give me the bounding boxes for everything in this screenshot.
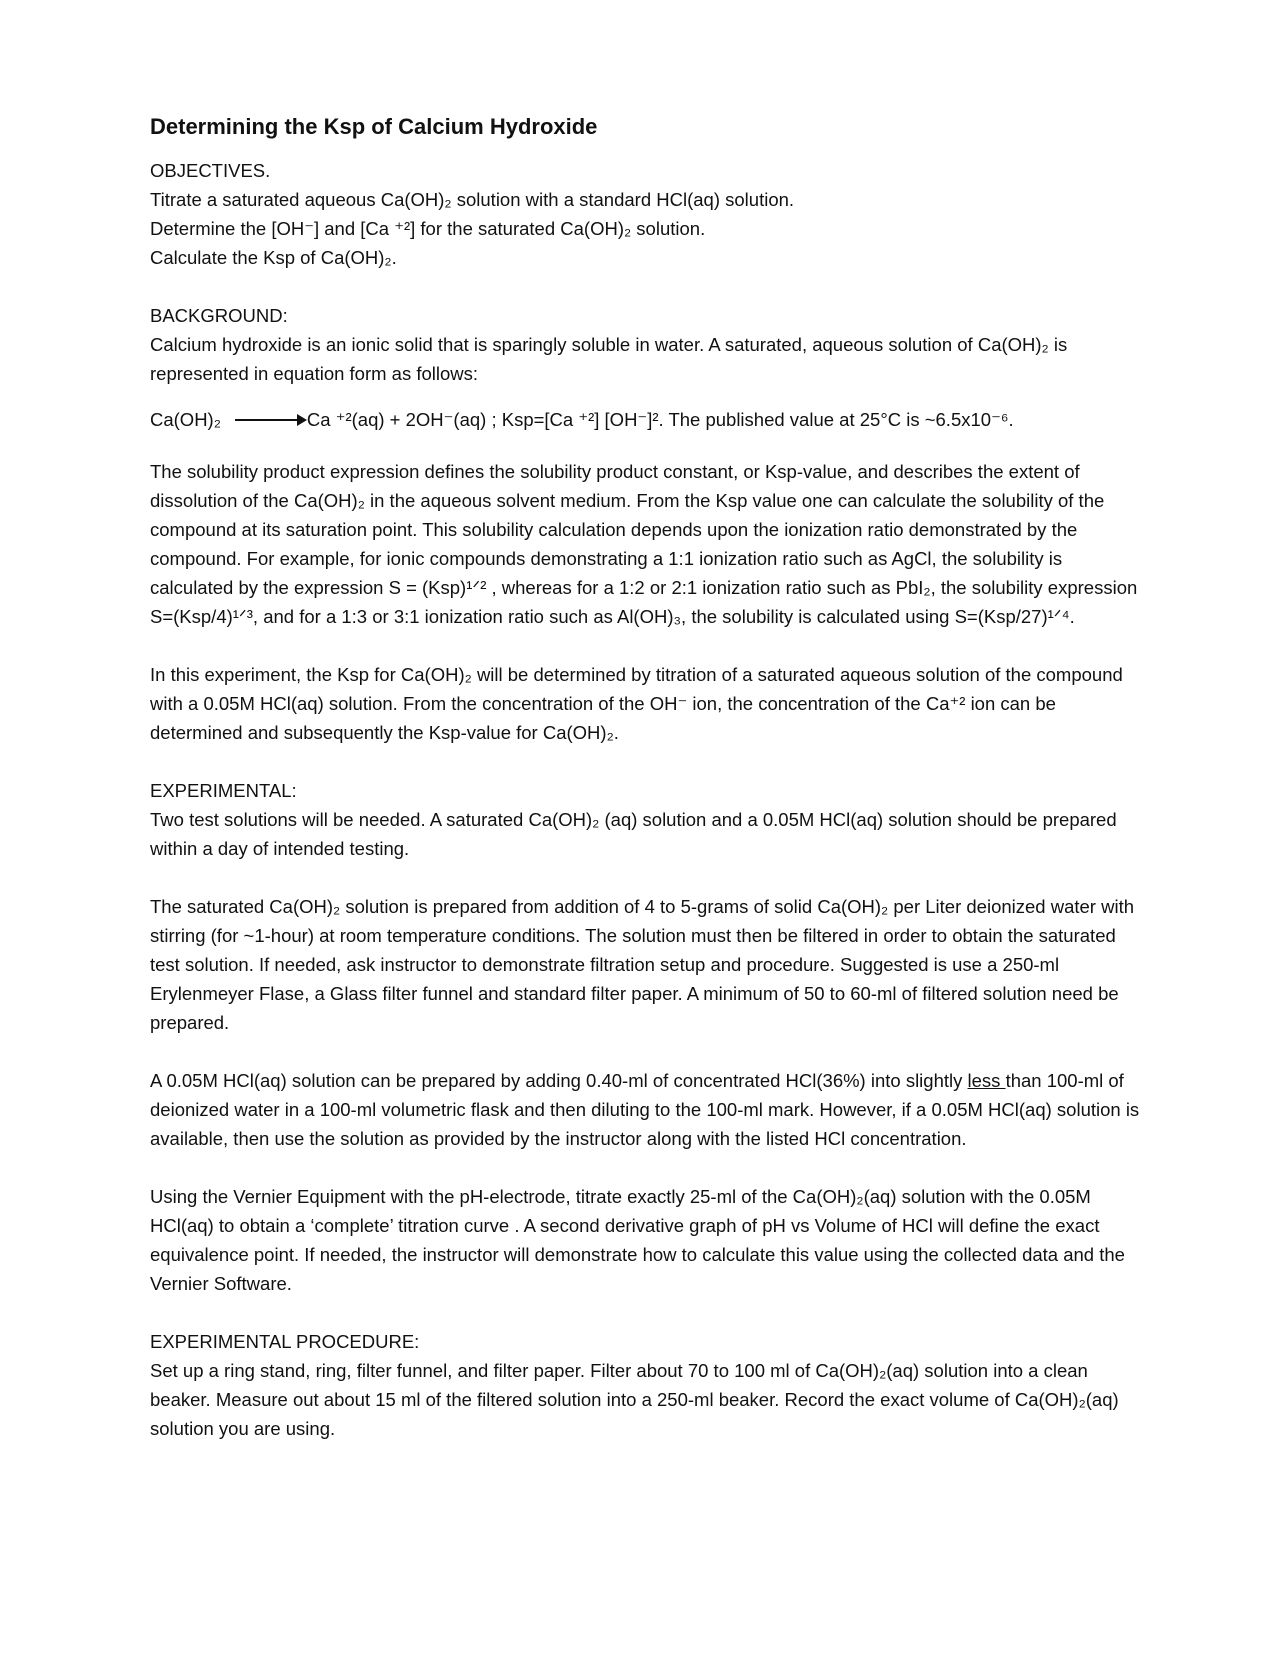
experiment-overview-paragraph: In this experiment, the Ksp for Ca(OH)₂ will be determined by titration of a saturated aqueous solution of the compound with a 0.05M HCl(aq) solution. From the concentration of the OH⁻ ion, the concentration of the Ca⁺² ion can be determined and subsequently the Ksp-value for Ca(OH)₂. <box>150 664 1123 743</box>
background-intro: Calcium hydroxide is an ionic solid that is sparingly soluble in water. A saturated, aqueous solution of Ca(OH)₂ is represented in equation form as follows: <box>150 334 1068 384</box>
hcl-text-start: A 0.05M HCl(aq) solution can be prepared by adding 0.40-ml of concentrated HCl(36%) into slightly <box>150 1070 968 1091</box>
procedure-heading: EXPERIMENTAL PROCEDURE: <box>150 1331 420 1352</box>
objectives-heading: OBJECTIVES. <box>150 160 271 181</box>
document-page <box>150 112 1150 1443</box>
solubility-paragraph: The solubility product expression defines the solubility product constant, or Ksp-value, and describes the extent of dissolution of the Ca(OH)₂ in the aqueous solvent medium. From the Ksp value one can calculate the solubility of the compound at its saturation point. This solubility calculation depends upon the ionization ratio demonstrated by the compound. For example, for ionic compounds demonstrating a 1:1 ionization ratio such as AgCl, the solubility is calculated by the expression S = (Ksp)¹ᐟ² , whereas for a 1:2 or 2:1 ionization ratio such as PbI₂, the solubility expression S=(Ksp/4)¹ᐟ³, and for a 1:3 or 3:1 ionization ratio such as Al(OH)₃, the solubility is calculated using S=(Ksp/27)¹ᐟ⁴. <box>150 461 1138 627</box>
objective-1: Titrate a saturated aqueous Ca(OH)₂ solution with a standard HCl(aq) solution. <box>150 189 795 210</box>
hcl-preparation-paragraph <box>150 1066 1150 1153</box>
objective-3: Calculate the Ksp of Ca(OH)₂. <box>150 247 397 268</box>
equation-reactant: Ca(OH)₂ <box>150 409 221 430</box>
saturated-solution-paragraph: The saturated Ca(OH)₂ solution is prepared from addition of 4 to 5-grams of solid Ca(OH)₂ per Liter deionized water with stirring (for ~1-hour) at room temperature conditions. The solution must then be filtered in order to obtain the saturated test solution. If needed, ask instructor to demonstrate filtration setup and procedure. Suggested is use a 250-ml Erylenmeyer Flase, a Glass filter funnel and standard filter paper. A minimum of 50 to 60-ml of filtered solution need be prepared. <box>150 896 1134 1033</box>
test-solutions-paragraph: Two test solutions will be needed. A saturated Ca(OH)₂ (aq) solution and a 0.05M HCl(aq) solution should be prepared within a day of intended testing. <box>150 809 1117 859</box>
vernier-titration-paragraph: Using the Vernier Equipment with the pH-electrode, titrate exactly 25-ml of the Ca(OH)₂(aq) solution with the 0.05M HCl(aq) to obtain a ‘complete’ titration curve . A second derivative graph of pH vs Volume of HCl will define the exact equivalence point. If needed, the instructor will demonstrate how to calculate this value using the collected data and the Vernier Software. <box>150 1186 1125 1294</box>
background-heading: BACKGROUND: <box>150 305 288 326</box>
reaction-arrow-icon <box>235 405 307 434</box>
document-title: Determining the Ksp of Calcium Hydroxide <box>150 114 598 139</box>
experimental-heading: EXPERIMENTAL: <box>150 780 297 801</box>
hcl-text-end: than 100-ml of deionized water in a 100-ml volumetric flask and then diluting to the 100-ml mark. However, if a 0.05M HCl(aq) solution is available, then use the solution as provided by the instructor along with the listed HCl concentration. <box>150 1070 1140 1149</box>
procedure-paragraph: Set up a ring stand, ring, filter funnel, and filter paper. Filter about 70 to 100 ml of Ca(OH)₂(aq) solution into a clean beaker. Measure out about 15 ml of the filtered solution into a 250-ml beaker. Record the exact volume of Ca(OH)₂(aq) solution you are using. <box>150 1360 1119 1439</box>
equation-products: Ca ⁺²(aq) + 2OH⁻(aq) ; Ksp=[Ca ⁺²] [OH⁻]². The published value at 25°C is ~6.5x10⁻⁶. <box>306 409 1014 430</box>
objective-2: Determine the [OH⁻] and [Ca ⁺²] for the saturated Ca(OH)₂ solution. <box>150 218 706 239</box>
underlined-less: less <box>967 1070 1006 1091</box>
dissociation-equation <box>150 405 1150 434</box>
